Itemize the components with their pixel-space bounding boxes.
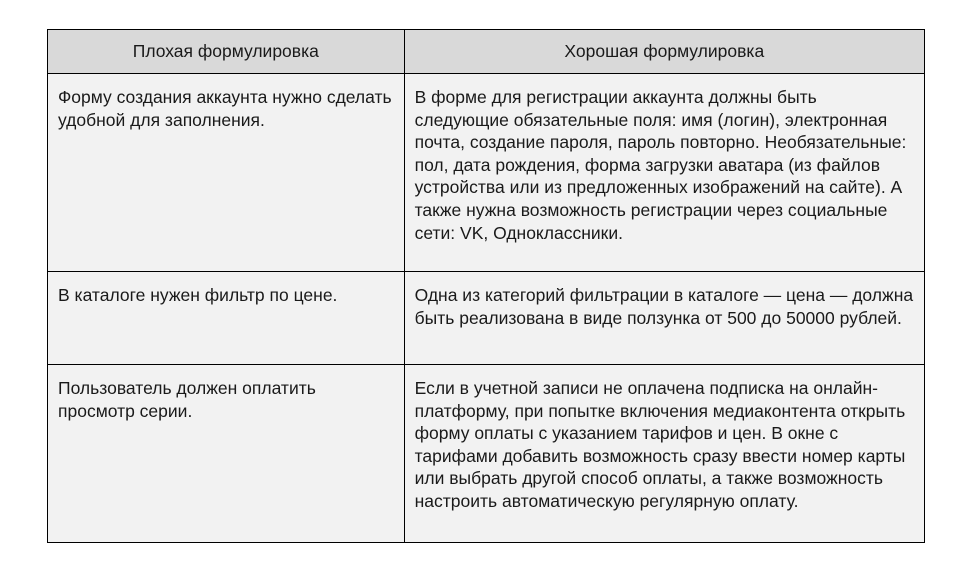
table-row xyxy=(48,272,925,365)
table-header-row xyxy=(48,30,925,74)
table-row xyxy=(48,365,925,543)
good-wording-cell: Если в учетной записи не оплачена подписка на онлайн-платформу, при попытке включения медиаконтента открыть форму оплаты с указанием тарифов и цен. В окне с тарифами добавить возможность сразу ввести номер карты или выбрать другой способ оплаты, а также возможность настроить автоматическую регулярную оплату. xyxy=(404,365,924,543)
table-row xyxy=(48,74,925,272)
header-good-wording: Хорошая формулировка xyxy=(404,30,924,74)
bad-wording-cell: Пользователь должен оплатить просмотр серии. xyxy=(48,365,405,543)
good-wording-cell: Одна из категорий фильтрации в каталоге — цена — должна быть реализована в виде ползунка от 500 до 50000 рублей. xyxy=(404,272,924,365)
comparison-table xyxy=(47,29,925,543)
good-wording-cell: В форме для регистрации аккаунта должны быть следующие обязательные поля: имя (логин), электронная почта, создание пароля, пароль повторно. Необязательные: пол, дата рождения, форма загрузки аватара (из файлов устройства или из предложенных изображений на сайте). А также нужна возможность регистрации через социальные сети: VK, Одноклассники. xyxy=(404,74,924,272)
header-bad-wording: Плохая формулировка xyxy=(48,30,405,74)
bad-wording-cell: В каталоге нужен фильтр по цене. xyxy=(48,272,405,365)
bad-wording-cell: Форму создания аккаунта нужно сделать удобной для заполнения. xyxy=(48,74,405,272)
